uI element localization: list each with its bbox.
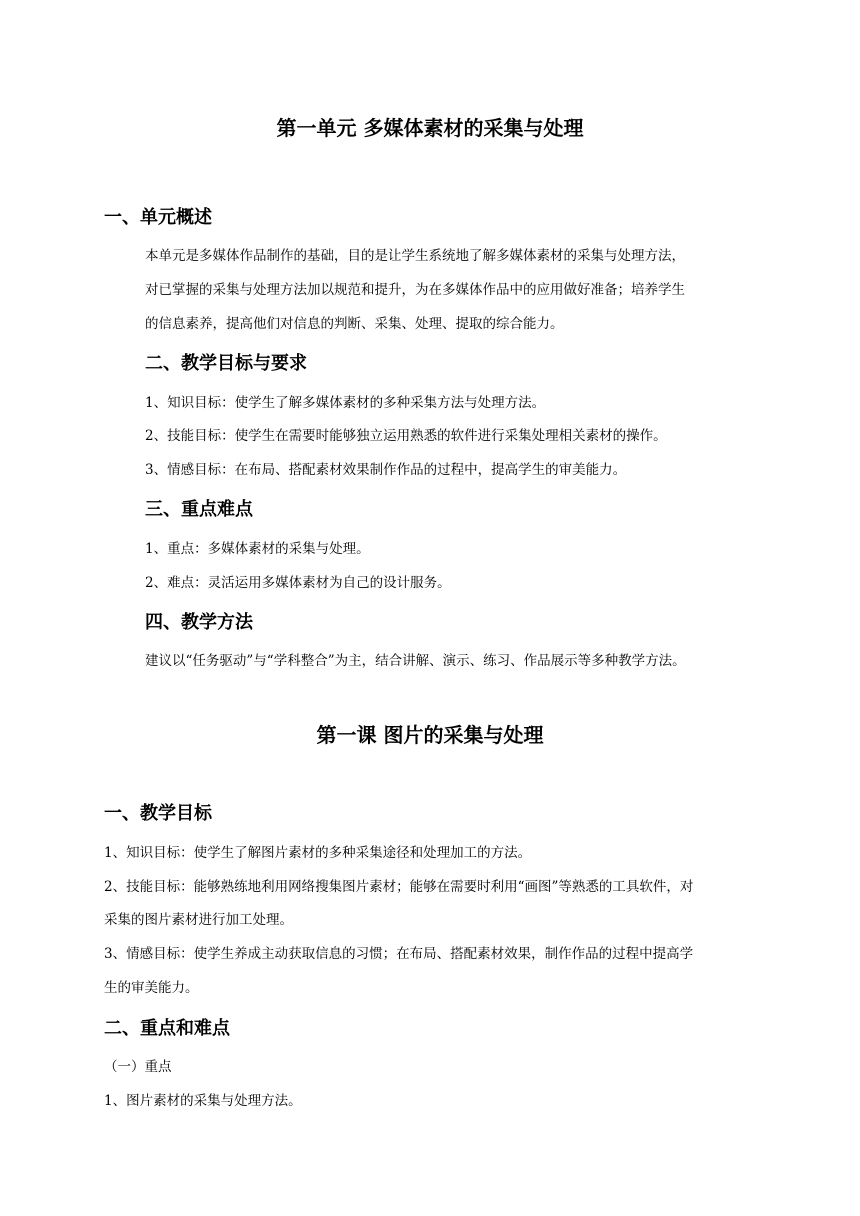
lesson-keypoints-subheading: （一）重点: [104, 1059, 172, 1075]
unit-goals-heading: 二、教学目标与要求: [145, 353, 307, 374]
lesson-keypoints-heading: 二、重点和难点: [104, 1018, 230, 1039]
lesson-goals-heading: 一、教学目标: [104, 803, 212, 824]
unit-keypoints-heading: 三、重点难点: [145, 499, 253, 520]
lesson-title: 第一课 图片的采集与处理: [316, 723, 544, 747]
unit-overview-line: 的信息素养，提高他们对信息的判断、采集、处理、提取的综合能力。: [145, 316, 564, 332]
unit-title: 第一单元 多媒体素材的采集与处理: [276, 116, 584, 140]
unit-goal-item: 1、知识目标：使学生了解多媒体素材的多种采集方法与处理方法。: [145, 395, 546, 411]
unit-methods-text: 建议以“任务驱动”与“学科整合”为主，结合讲解、演示、练习、作品展示等多种教学方法。: [145, 653, 686, 669]
unit-goal-item: 3、情感目标：在布局、搭配素材效果制作作品的过程中，提高学生的审美能力。: [145, 462, 627, 478]
unit-overview-line: 本单元是多媒体作品制作的基础，目的是让学生系统地了解多媒体素材的采集与处理方法，: [145, 248, 685, 264]
lesson-goal-line: 3、情感目标：使学生养成主动获取信息的习惯；在布局、搭配素材效果，制作作品的过程中提高学: [104, 946, 694, 962]
lesson-goal-line: 生的审美能力。: [104, 980, 199, 996]
lesson-goal-line: 1、知识目标：使学生了解图片素材的多种采集途径和处理加工的方法。: [104, 845, 532, 861]
unit-overview-heading: 一、单元概述: [104, 207, 212, 228]
unit-overview-line: 对已掌握的采集与处理方法加以规范和提升，为在多媒体作品中的应用做好准备；培养学生: [145, 282, 685, 298]
unit-keypoint-item: 1、重点：多媒体素材的采集与处理。: [145, 541, 370, 557]
unit-keypoint-item: 2、难点：灵活运用多媒体素材为自己的设计服务。: [145, 575, 451, 591]
lesson-goal-line: 采集的图片素材进行加工处理。: [104, 912, 293, 928]
unit-methods-heading: 四、教学方法: [145, 612, 253, 633]
lesson-keypoint-item: 1、图片素材的采集与处理方法。: [104, 1093, 302, 1109]
lesson-goal-line: 2、技能目标：能够熟练地利用网络搜集图片素材；能够在需要时利用“画图”等熟悉的工具软件，对: [104, 879, 694, 895]
unit-goal-item: 2、技能目标：使学生在需要时能够独立运用熟悉的软件进行采集处理相关素材的操作。: [145, 428, 667, 444]
